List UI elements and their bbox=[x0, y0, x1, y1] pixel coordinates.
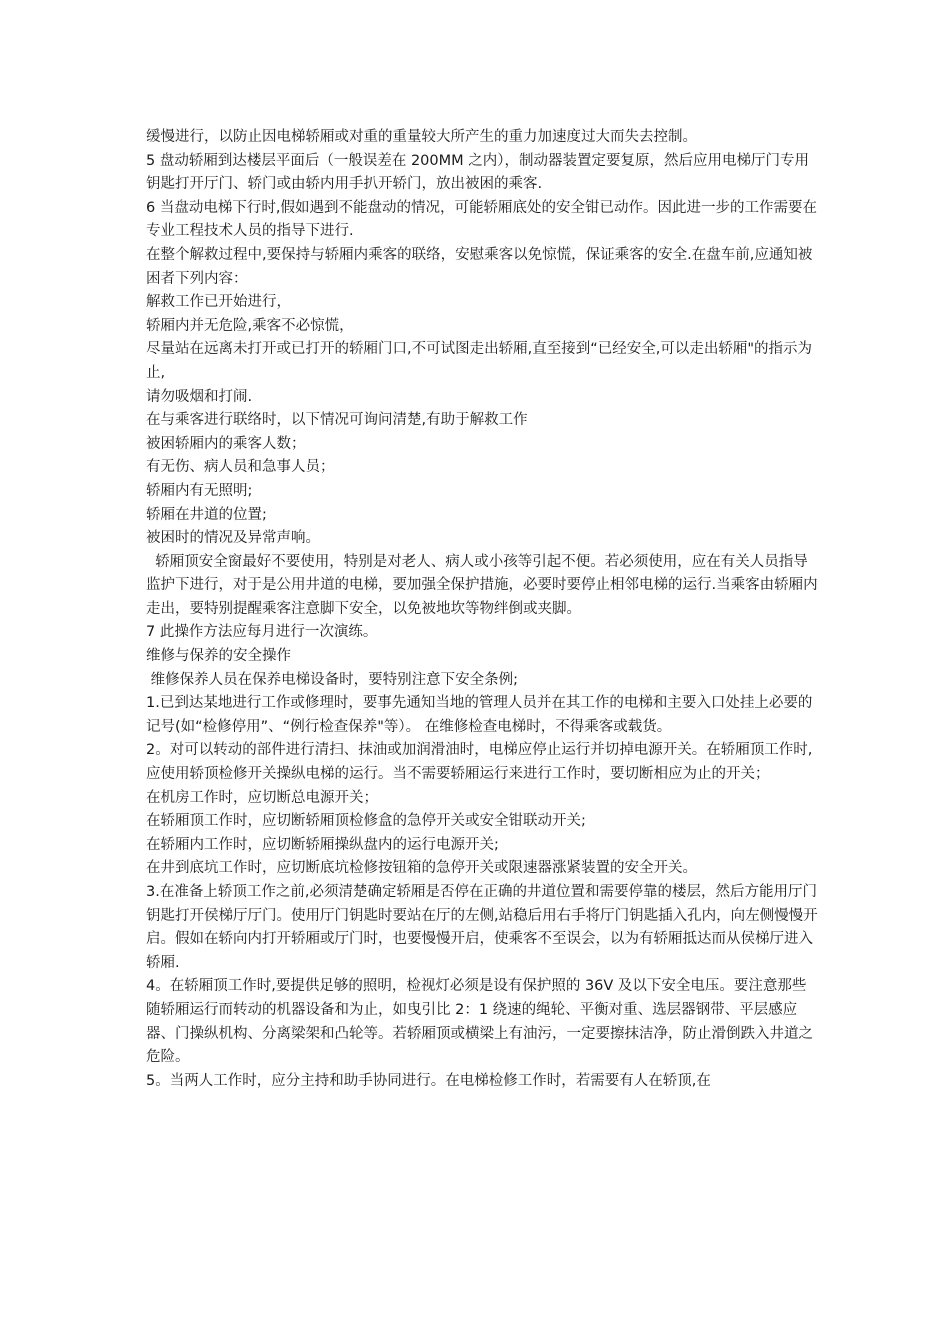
paragraph: 6 当盘动电梯下行时,假如遇到不能盘动的情况，可能轿厢底处的安全钳已动作。因此进一步的工作需要在专业工程技术人员的指导下进行. bbox=[146, 199, 817, 240]
paragraph: 在机房工作时，应切断总电源开关； bbox=[146, 789, 378, 806]
paragraph: 有无伤、病人员和急事人员； bbox=[146, 459, 335, 476]
paragraph: 尽量站在远离未打开或已打开的轿厢门口,不可试图走出轿厢,直至接到“已经安全,可以走出轿厢"的指示为止, bbox=[146, 341, 813, 381]
paragraph: 3.在准备上轿顶工作之前,必须清楚确定轿厢是否停在正确的井道位置和需要停靠的楼层，然后方能用厅门钥匙打开侯梯厅厅门。使用厅门钥匙时要站在厅的左侧,站稳后用右手将厅门钥匙插入孔内，向左侧慢慢开启。假如在轿向内打开轿厢或厅门时，也要慢慢开启，使乘客不至误会，以为有轿厢抵达而从侯梯厅进入轿厢. bbox=[146, 884, 818, 971]
paragraph: 7 此操作方法应每月进行一次演练。 bbox=[146, 624, 378, 641]
paragraph: 在井到底坑工作时，应切断底坑检修按钮箱的急停开关或限速器涨紧装置的安全开关。 bbox=[146, 860, 697, 877]
paragraph: 在轿厢内工作时，应切断轿厢操纵盘内的运行电源开关; bbox=[146, 836, 499, 853]
paragraph: 1.已到达某地进行工作或修理时，要事先通知当地的管理人员并在其工作的电梯和主要入口处挂上必要的记号(如“检修停用”、“例行检查保养"等）。 在维修检查电梯时，不得乘客或载货。 bbox=[146, 695, 813, 735]
paragraph: 维修保养人员在保养电梯设备时，要特别注意下安全条例; bbox=[146, 671, 518, 688]
paragraph: 被困轿厢内的乘客人数； bbox=[146, 435, 306, 452]
paragraph: 5。当两人工作时，应分主持和助手协同进行。在电梯检修工作时，若需要有人在轿顶,在 bbox=[146, 1072, 711, 1089]
paragraph: 被困时的情况及异常声响。 bbox=[146, 530, 320, 547]
paragraph: 缓慢进行，以防止因电梯轿厢或对重的重量较大所产生的重力加速度过大而失去控制。 bbox=[146, 129, 697, 145]
paragraph: 轿厢顶安全窗最好不要使用，特别是对老人、病人或小孩等引起不便。若必须使用，应在有关人员指导监护下进行，对于是公用井道的电梯，要加强全保护措施，必要时要停止相邻电梯的运行.当乘客由轿厢内走出，要特别提醒乘客注意脚下安全，以免被地坎等物绊倒或夹脚。 bbox=[146, 553, 818, 617]
document-body bbox=[146, 126, 818, 1093]
paragraph: 请勿吸烟和打闹. bbox=[146, 388, 253, 405]
paragraph: 在整个解救过程中,要保持与轿厢内乘客的联络，安慰乘客以免惊慌，保证乘客的安全.在盘车前,应通知被困者下列内容： bbox=[146, 246, 813, 287]
paragraph: 在与乘客进行联络时，以下情况可询问清楚,有助于解救工作 bbox=[146, 412, 528, 429]
paragraph: 4。在轿厢顶工作时,要提供足够的照明，检视灯必须是设有保护照的 36V 及以下安全电压。要注意那些随轿厢运行而转动的机器设备和为止，如曳引比 2：1 绕速的绳轮、平衡对重、选层器钢带、平层感应器、门操纵机构、分离梁架和凸轮等。若轿厢顶或横梁上有油污，一定要擦抹洁净，防止滑倒跌入井道之危险。 bbox=[146, 978, 813, 1066]
paragraph: 轿厢内有无照明; bbox=[146, 482, 253, 499]
paragraph: 轿厢内并无危险,乘客不必惊慌， bbox=[146, 317, 354, 334]
paragraph: 轿厢在井道的位置; bbox=[146, 506, 267, 523]
paragraph: 2。对可以转动的部件进行清扫、抹油或加润滑油时，电梯应停止运行并切掉电源开关。在轿厢顶工作时,应使用轿顶检修开关操纵电梯的运行。当不需要轿厢运行来进行工作时，要切断相应为止的开关； bbox=[146, 742, 813, 783]
paragraph: 5 盘动轿厢到达楼层平面后（一般误差在 200MM 之内），制动器装置定要复原，然后应用电梯厅门专用钥匙打开厅门、轿门或由轿内用手扒开轿门，放出被困的乘客. bbox=[146, 152, 809, 193]
paragraph: 解救工作已开始进行， bbox=[146, 294, 291, 311]
section-heading: 维修与保养的安全操作 bbox=[146, 648, 291, 665]
paragraph: 在轿厢顶工作时，应切断轿厢顶检修盒的急停开关或安全钳联动开关; bbox=[146, 813, 586, 830]
